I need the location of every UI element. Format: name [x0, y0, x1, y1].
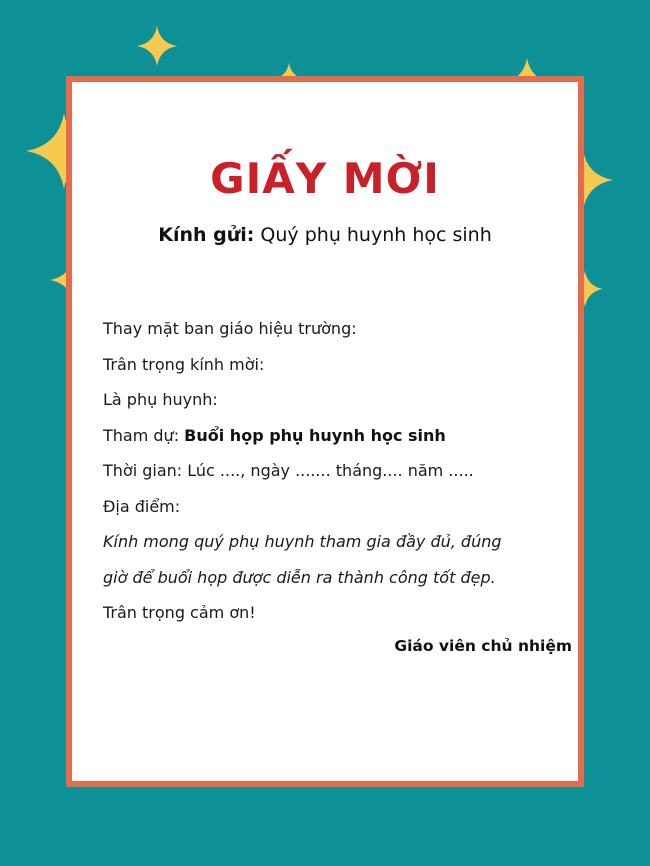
body-line-principal: Thay mặt ban giáo hiệu trường: — [103, 319, 357, 338]
attend-prefix: Tham dự: — [103, 425, 185, 445]
body-line-request-1: Kính mong quý phụ huynh tham gia đầy đủ, đúng — [103, 532, 502, 551]
recipient-value: Quý phụ huynh học sinh — [254, 224, 492, 246]
invitation-body — [103, 318, 563, 638]
recipient-label: Kính gửi: — [158, 224, 255, 246]
invitation-card — [66, 76, 584, 787]
body-line-invite: Trân trọng kính mời: — [103, 354, 265, 374]
meeting-name: Buổi họp phụ huynh học sinh — [184, 425, 446, 445]
recipient-line — [72, 226, 578, 245]
body-line-parent: Là phụ huynh: — [103, 390, 218, 409]
body-line-thanks: Trân trọng cảm ơn! — [103, 603, 256, 622]
body-line-attend — [103, 425, 563, 461]
body-line-time: Thời gian: Lúc ...., ngày ....... tháng.... năm ..... — [103, 461, 474, 480]
sparkle-star-icon — [137, 26, 177, 66]
body-line-request-2: giờ để buổi họp được diễn ra thành công tốt đẹp. — [103, 567, 496, 587]
signature: Giáo viên chủ nhiệm — [394, 637, 572, 655]
body-line-location: Địa điểm: — [103, 496, 181, 516]
invitation-title: GIẤY MỜI — [210, 154, 440, 203]
